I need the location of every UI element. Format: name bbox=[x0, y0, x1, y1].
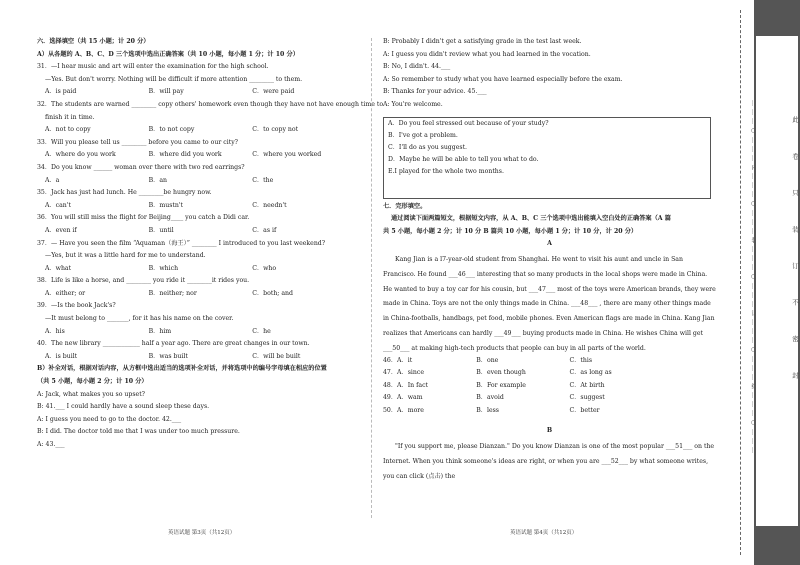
binding-dash-line bbox=[740, 10, 741, 555]
right-page-footer: 英语试题 第4页（共12页） bbox=[510, 530, 578, 536]
option-a: 48．A．In fact bbox=[383, 381, 429, 389]
passage-b-text: "If you support me, please Dianzan." Do you know Dianzan is one of the most popular ___51___ on the Internet. When you think someone's ideas are right, or when you are ___52___ by what someone writes, you can click (点击) the bbox=[383, 443, 715, 480]
question-31: 31．—I hear music and art will enter the examination for the high school. bbox=[37, 63, 269, 71]
option-c: C．he bbox=[252, 327, 271, 335]
option-c: C．as long as bbox=[569, 369, 612, 377]
option-a: A．can't bbox=[45, 201, 71, 209]
option-a: A．is built bbox=[45, 352, 78, 360]
passage-a-label: A bbox=[547, 240, 552, 248]
option-c: C．where you worked bbox=[252, 151, 322, 159]
binding-side-text: 此 卷 只 装 订 不 密 封 bbox=[791, 116, 799, 393]
box-option-d: D．Maybe he will be able to tell you what to do. bbox=[388, 156, 539, 164]
option-b: B．neither; nor bbox=[148, 289, 197, 297]
dialogue-line: B: Thanks for your advice. 45.___ bbox=[383, 88, 487, 96]
question-39-options bbox=[37, 328, 359, 341]
option-b: B．For example bbox=[476, 381, 526, 389]
option-a: 49．A．wam bbox=[383, 394, 423, 402]
option-a: A．what bbox=[45, 264, 72, 272]
option-a: 50．A．more bbox=[383, 406, 424, 414]
question-50-options bbox=[383, 407, 716, 420]
question-34: 34．Do you know ______ woman over there with two red earrings? bbox=[37, 163, 245, 171]
option-a: 47．A．since bbox=[383, 369, 424, 377]
left-column bbox=[37, 38, 384, 454]
question-48-options bbox=[383, 382, 716, 395]
question-33-options bbox=[37, 151, 359, 164]
option-c: C．better bbox=[569, 406, 600, 414]
dialogue-line: A: Jack, what makes you so upset? bbox=[37, 390, 145, 398]
question-37-options bbox=[37, 265, 359, 278]
option-c: C．suggest bbox=[569, 394, 605, 402]
option-a: A．even if bbox=[45, 226, 77, 234]
question-35: 35．Jack has just had lunch. He ________be hungry now. bbox=[37, 189, 212, 197]
option-b: B．mustn't bbox=[148, 201, 184, 209]
option-c: C．both; and bbox=[252, 289, 293, 297]
question-39: 39．—Is the book Jack's? bbox=[37, 302, 116, 310]
question-36: 36．You will still miss the flight for Beijing____ you catch a Didi car. bbox=[37, 214, 250, 222]
question-35-options bbox=[37, 202, 359, 215]
question-34-options bbox=[37, 177, 359, 190]
passage-a-text: Kang Jian is a l7-year-old student from Shanghai. He went to visit his aunt and uncle in San Francisco. He found ___46___ interesting that so many products in the local shops were made in China. He wanted to buy a toy car for his cousin, but ___47___ most of the toys were American brands, they were made in China. Toys are not the only things made in China. ___48___ , there are many other things made in China-footballs, handbags, pet food, mobile phones. Even American flags are made in China. Kang Jian realizes that Americans can hardly ___49___ buying products made in China. He wishes China will get ___50___ at making high-tech products that people can buy in all parts of the world. bbox=[383, 255, 716, 352]
question-33: 33．Will you please tell us ________ before you came to our city? bbox=[37, 138, 239, 146]
option-c: C．At birth bbox=[569, 381, 605, 389]
question-32-cont: finish it in time. bbox=[45, 113, 95, 121]
question-49-options bbox=[383, 394, 716, 407]
option-c: C．to copy not bbox=[252, 126, 299, 134]
option-a: 46．A．it bbox=[383, 356, 413, 364]
option-a: A．where do you work bbox=[45, 151, 116, 159]
column-divider bbox=[371, 38, 372, 518]
partA-title: A）从各题的 A、B、C、D 三个选项中选出正确答案（共 10 小题，每小题 1 分；计 10 分） bbox=[37, 50, 299, 58]
option-b: B．even though bbox=[476, 369, 526, 377]
question-46-options bbox=[383, 357, 716, 370]
question-40: 40．The new library ____________ half a year ago. There are great changes in our town. bbox=[37, 340, 310, 348]
question-39-reply: —It must belong to _______, for it has his name on the cover. bbox=[45, 315, 234, 323]
question-31-options bbox=[37, 88, 359, 101]
option-c: C．will be built bbox=[252, 352, 301, 360]
question-38-options bbox=[37, 290, 359, 303]
box-option-b: B．I've got a problem. bbox=[388, 131, 458, 139]
partB-title-cont: （共 5 小题，每小题 2 分；计 10 分） bbox=[37, 378, 148, 386]
question-37: 37．— Have you seen the film “Aquaman（海王）” ________ I introduced to you last weekend? bbox=[37, 239, 326, 247]
option-b: B．was built bbox=[148, 352, 188, 360]
dialogue-line: A: 43.___ bbox=[37, 441, 65, 448]
question-31-reply: —Yes. But don't worry. Nothing will be difficult if more attention ________ to them. bbox=[45, 75, 303, 83]
binding-dark-band bbox=[754, 0, 800, 565]
question-32-options bbox=[37, 126, 359, 139]
option-a: A．either; or bbox=[45, 289, 86, 297]
option-b: B．one bbox=[476, 356, 499, 364]
question-38: 38．Life is like a horse, and ________ you ride it ________it rides you. bbox=[37, 277, 250, 285]
left-page-footer: 英语试题 第3页（共12页） bbox=[168, 530, 236, 536]
question-36-options bbox=[37, 227, 359, 240]
dialogue-line: A: I guess you need to go to the doctor. 42.___ bbox=[37, 415, 182, 423]
option-c: C．as if bbox=[252, 226, 277, 234]
option-b: B．until bbox=[148, 226, 174, 234]
option-c: C．were paid bbox=[252, 88, 295, 96]
options-box bbox=[383, 117, 711, 199]
option-b: B．an bbox=[148, 176, 168, 184]
box-option-c: C．I'll do as you suggest. bbox=[388, 143, 468, 151]
option-c: C．who bbox=[252, 264, 277, 272]
option-b: B．less bbox=[476, 406, 499, 414]
question-37-reply: —Yes, but it was a little hard for me to understand. bbox=[45, 252, 206, 260]
dialogue-line: A: I guess you didn't review what you had learned in the vocation. bbox=[383, 50, 591, 58]
passage-b-label: B bbox=[546, 427, 553, 435]
binding-white-panel bbox=[756, 36, 798, 526]
box-option-e: E.I played for the whole two months. bbox=[388, 168, 504, 176]
dialogue-line: B: 41.___ I could hardly have a sound sleep these days. bbox=[37, 403, 210, 411]
dialogue-line: A: You're welcome. bbox=[383, 100, 443, 108]
box-option-a: A．Do you feel stressed out because of your study? bbox=[388, 119, 549, 127]
partB-title: B）补全对话，根据对话内容，从方框中选出适当的选项补全对话，并将选项中的编号字母填在相应的位置 bbox=[37, 365, 327, 373]
option-b: B．where did you work bbox=[148, 151, 222, 159]
section7-instructions-cont: 共 5 小题，每小题 2 分；计 10 分 B 篇共 10 小题，每小题 1 分；计 10 分，计 20 分） bbox=[383, 227, 638, 235]
option-c: C．the bbox=[252, 176, 274, 184]
dialogue-line: A: So remember to study what you have learned especially before the exam. bbox=[383, 75, 623, 83]
dialogue-line: B: Probably I didn't get a satisfying grade in the test last week. bbox=[383, 38, 582, 45]
dialogue-line: B: I did. The doctor told me that I was under too much pressure. bbox=[37, 428, 240, 436]
option-b: B．will pay bbox=[148, 88, 184, 96]
option-a: A．not to copy bbox=[45, 126, 91, 134]
binding-strip bbox=[732, 0, 800, 565]
section6-title: 六．选择填空（共 15 小题；计 20 分） bbox=[37, 38, 150, 45]
option-a: A．is paid bbox=[45, 88, 77, 96]
option-c: C．needn't bbox=[252, 201, 287, 209]
section7-instructions: 通过阅读下面两篇短文，根据短文内容，从 A、B、C 三个选项中选出能填入空白处的正确答案（A 篇 bbox=[391, 215, 671, 223]
option-a: A．his bbox=[45, 327, 65, 335]
option-c: C．this bbox=[569, 356, 593, 364]
option-b: B．to not copy bbox=[148, 126, 195, 134]
question-32: 32．The students are warned ________ copy others' homework even though they have not have enough time to bbox=[37, 100, 384, 108]
option-b: B．him bbox=[148, 327, 172, 335]
option-b: B．avoid bbox=[476, 394, 504, 402]
option-a: A．a bbox=[45, 176, 60, 184]
right-column bbox=[383, 38, 716, 484]
question-47-options bbox=[383, 369, 716, 382]
section7-title: 七．完形填空。 bbox=[383, 202, 427, 210]
question-40-options bbox=[37, 353, 359, 366]
option-b: B．which bbox=[148, 264, 179, 272]
dialogue-line: B: No, I didn't. 44.___ bbox=[383, 63, 451, 71]
